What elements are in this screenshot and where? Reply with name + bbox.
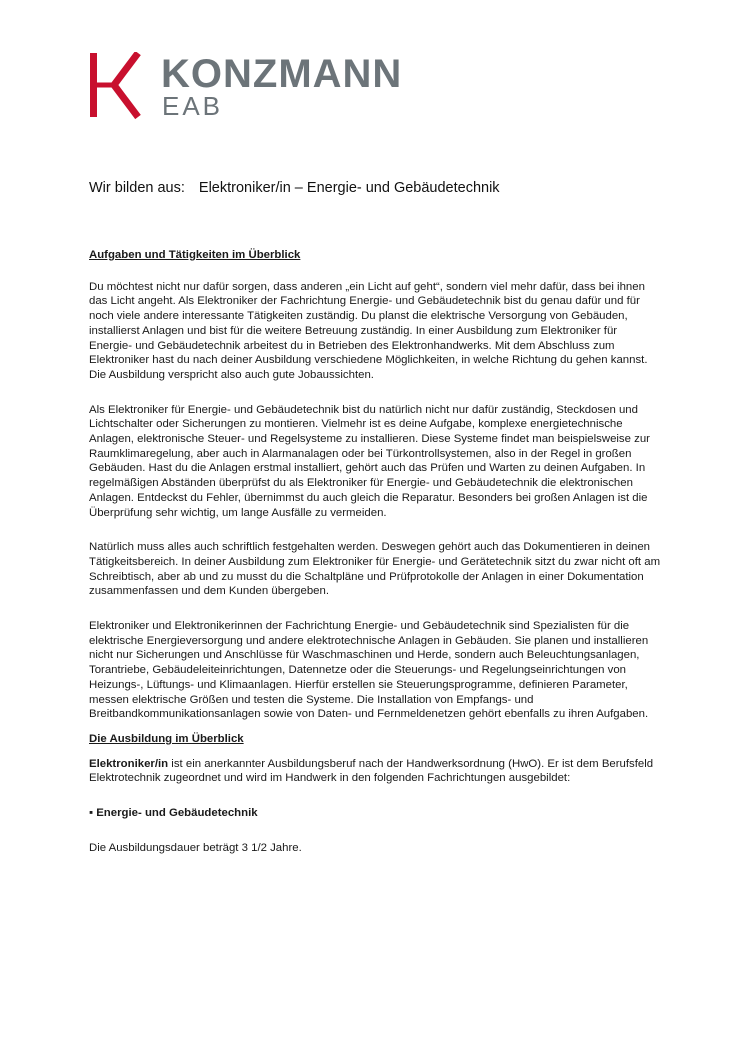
- paragraph-training-1: [89, 757, 661, 786]
- training-lead: Elektroniker/in: [89, 757, 169, 770]
- bullet-text: ▪ Energie- und Gebäudetechnik: [89, 807, 258, 820]
- training-bullet: [89, 806, 661, 821]
- training-duration: Die Ausbildungsdauer beträgt 3 1/2 Jahre.: [89, 841, 302, 854]
- paragraph-tasks-1: Du möchtest nicht nur dafür sorgen, dass anderen „ein Licht auf geht“, sondern viel mehr dafür, dass bei ihnen das Licht angeht. Als Elektroniker der Fachrichtung Energie- und Gebäudetechnik bist du genau dafür und für noch viele andere interessante Tätigkeiten zuständig. Du planst die elektrische Versorgung von Gebäuden, installierst Anlagen und bist für die weitere Betreuung zuständig. In einer Ausbildung zum Elektroniker für Energie- und Gebäudetechnik arbeitest du in Betrieben des Elektronhandwerks. Mit dem Abschluss zum Elektroniker hast du nach deiner Ausbildung verschiedene Möglichkeiten, in welche Richtung du gehen kannst. Die Ausbildung verspricht also auch gute Jobaussichten.: [89, 280, 648, 381]
- k-logo-mark-icon: [88, 52, 148, 120]
- company-logo: [88, 52, 448, 120]
- headline-prefix: Wir bilden aus:: [89, 180, 185, 196]
- headline-job: Elektroniker/in – Energie- und Gebäudetechnik: [198, 180, 500, 196]
- page-title: [89, 180, 500, 196]
- paragraph-tasks-2: Als Elektroniker für Energie- und Gebäudetechnik bist du natürlich nicht nur dafür zuständig, Steckdosen und Lichtschalter oder Sicherungen zu montieren. Vielmehr ist es deine Aufgabe, komplexe energietechnische Anlagen, elektronische Steuer- und Regelsysteme zu installieren. Diese Systeme findet man beispielsweise zur Raumklimaregelung, aber auch in Alarmanalagen oder bei Türkontrollsystemen, also in der Regel in großen Gebäuden. Hast du die Anlagen erstmal installiert, gehört auch das Prüfen und Warten zu deinen Aufgaben. In regelmäßigen Abständen überprüfst du als Elektroniker für Energie- und Gebäudetechnik die elektronischen Anlagen. Entdeckst du Fehler, übernimmst du auch gleich die Reparatur. Besonders bei großen Anlagen ist die Überprüfung sehr wichtig, um lange Ausfälle zu vermeiden.: [89, 403, 650, 519]
- training-text: ist ein anerkannter Ausbildungsberuf nach der Handwerksordnung (HwO). Er ist dem Berufsfeld Elektrotechnik zugeordnet und wird im Handwerk in den folgenden Fachrichtungen ausgebildet:: [89, 757, 654, 785]
- logo-brand-text: KONZMANN: [161, 52, 403, 96]
- paragraph-tasks-3: Natürlich muss alles auch schriftlich festgehalten werden. Deswegen gehört auch das Dokumentieren in deinen Tätigkeitsbereich. In deiner Ausbildung zum Elektroniker für Energie- und Gerätetechnik sitzt du zwar nicht oft am Schreibtisch, aber ab und zu musst du die Schaltpläne und Prüfprotokolle der Anlagen in einer Dokumentation zusammenfassen und dem Kunden übergeben.: [89, 541, 661, 598]
- section-heading-training: Die Ausbildung im Überblick: [89, 732, 244, 745]
- logo-sub-text: EAB: [162, 91, 224, 121]
- section-heading-tasks: Aufgaben und Tätigkeiten im Überblick: [89, 249, 301, 261]
- paragraph-tasks-4: Elektroniker und Elektronikerinnen der Fachrichtung Energie- und Gebäudetechnik sind Spezialisten für die elektrische Energieversorgung und andere elektrotechnische Anlagen in Gebäuden. Sie planen und installieren nicht nur Sicherungen und Anschlüsse für Waschmaschinen und Herde, sondern auch Beleuchtungsanlagen, Torantriebe, Gebäudeleiteinrichtungen, Datennetze oder die Steuerungs- und Regelungseinrichtungen von Heizungs-, Lüftungs- und Klimaanlagen. Hierfür erstellen sie Steuerungsprogramme, definieren Parameter, messen elektrische Größen und testen die Systeme. Die Installation von Empfangs- und Breitbandkommunikationsanlagen sowie von Daten- und Fernmeldenetzen gehört ebenfalls zu ihren Aufgaben.: [89, 620, 649, 721]
- document-body: [89, 248, 661, 856]
